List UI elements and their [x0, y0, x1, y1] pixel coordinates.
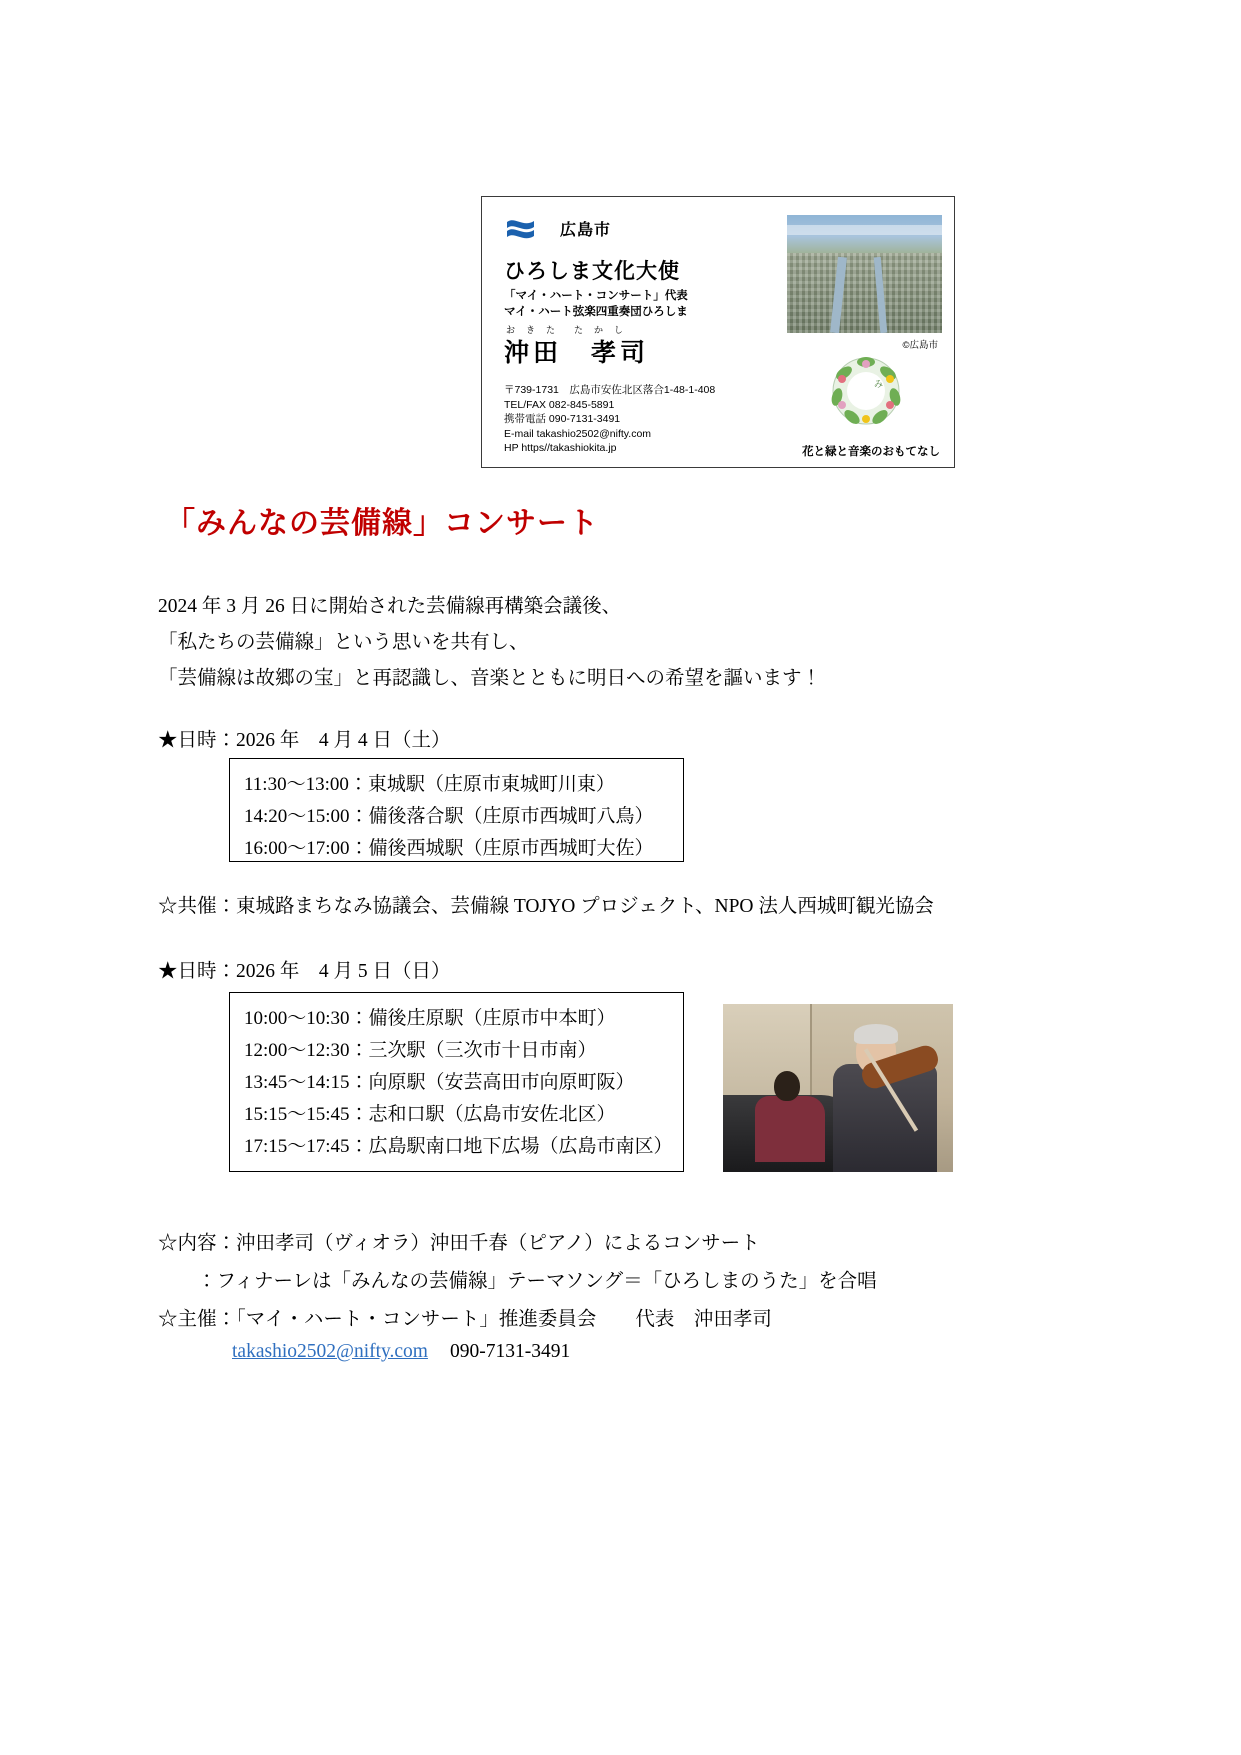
intro-line-2: 「私たちの芸備線」という思いを共有し、 — [158, 632, 529, 653]
hiroshima-aerial-photo — [787, 215, 942, 333]
schedule-row: 15:15～15:45：志和口駅（広島市安佐北区） — [244, 1104, 616, 1125]
card-email: E-mail takashio2502@nifty.com — [504, 427, 652, 440]
card-ambassador-title: ひろしま文化大使 — [504, 260, 680, 283]
card-tagline: 花と緑と音楽のおもてなし — [802, 446, 940, 458]
card-mobile: 携帯電話 090-7131-3491 — [504, 413, 621, 425]
card-homepage: HP https//takashiokita.jp — [504, 442, 617, 454]
schedule-row: 12:00～12:30：三次駅（三次市十日市南） — [244, 1040, 597, 1061]
contact-line — [232, 1341, 570, 1363]
schedule-row: 14:20～15:00：備後落合駅（庄原市西城町八鳥） — [244, 806, 654, 827]
event2-schedule-box — [229, 992, 684, 1172]
svg-text:み: み — [874, 379, 884, 389]
card-tel-fax: TEL/FAX 082-845-5891 — [504, 398, 615, 411]
card-city-name: 広島市 — [560, 222, 612, 239]
card-role-line1: 「マイ・ハート・コンサート」代表 — [504, 290, 688, 302]
event1-schedule-box — [229, 758, 684, 862]
content-note-2: ：フィナーレは「みんなの芸備線」テーマソング＝「ひろしまのうた」を合唱 — [197, 1271, 877, 1292]
phone-number: 090-7131-3491 — [449, 1341, 571, 1362]
event1-date-label: ★日時：2026 年 4 月 4 日（土） — [158, 730, 451, 751]
flower-wreath-icon — [818, 353, 914, 429]
email-link[interactable]: takashio2502@nifty.com — [232, 1341, 428, 1362]
card-role-line2: マイ・ハート弦楽四重奏団ひろしま — [504, 306, 688, 318]
page-title: 「みんなの芸備線」コンサート — [165, 507, 599, 540]
performers-photo — [723, 1004, 953, 1172]
card-name-ruby-family: おきた — [506, 325, 567, 335]
intro-line-3: 「芸備線は故郷の宝」と再認識し、音楽とともに明日への希望を謳います！ — [158, 668, 822, 689]
schedule-row: 10:00～10:30：備後庄原駅（庄原市中本町） — [244, 1008, 616, 1029]
content-note: ☆内容：沖田孝司（ヴィオラ）沖田千春（ピアノ）によるコンサート — [158, 1233, 760, 1254]
card-postal-address: 〒739-1731 広島市安佐北区落合1-48-1-408 — [504, 384, 716, 396]
schedule-row: 16:00～17:00：備後西城駅（庄原市西城町大佐） — [244, 838, 654, 859]
intro-line-1: 2024 年 3 月 26 日に開始された芸備線再構築会議後、 — [158, 596, 622, 617]
schedule-row: 11:30～13:00：東城駅（庄原市東城町川東） — [244, 774, 615, 795]
schedule-row: 13:45～14:15：向原駅（安芸高田市向原町阪） — [244, 1072, 635, 1093]
business-card — [481, 196, 955, 468]
schedule-row: 17:15～17:45：広島駅南口地下広場（広島市南区） — [244, 1136, 673, 1157]
organizer-note: ☆主催：「マイ・ハート・コンサート」推進委員会 代表 沖田孝司 — [158, 1309, 772, 1330]
event2-date-label: ★日時：2026 年 4 月 5 日（日） — [158, 961, 451, 982]
card-contact-block — [504, 383, 715, 456]
hiroshima-city-wave-logo-icon — [504, 215, 550, 245]
card-name-ruby-given: たかし — [574, 325, 635, 335]
photo-credit: ©広島市 — [902, 340, 938, 351]
card-person-name: 沖田 孝司 — [504, 339, 650, 367]
event1-cohost: ☆共催：東城路まちなみ協議会、芸備線 TOJYO プロジェクト、NPO 法人西城町観光協会 — [158, 896, 934, 917]
